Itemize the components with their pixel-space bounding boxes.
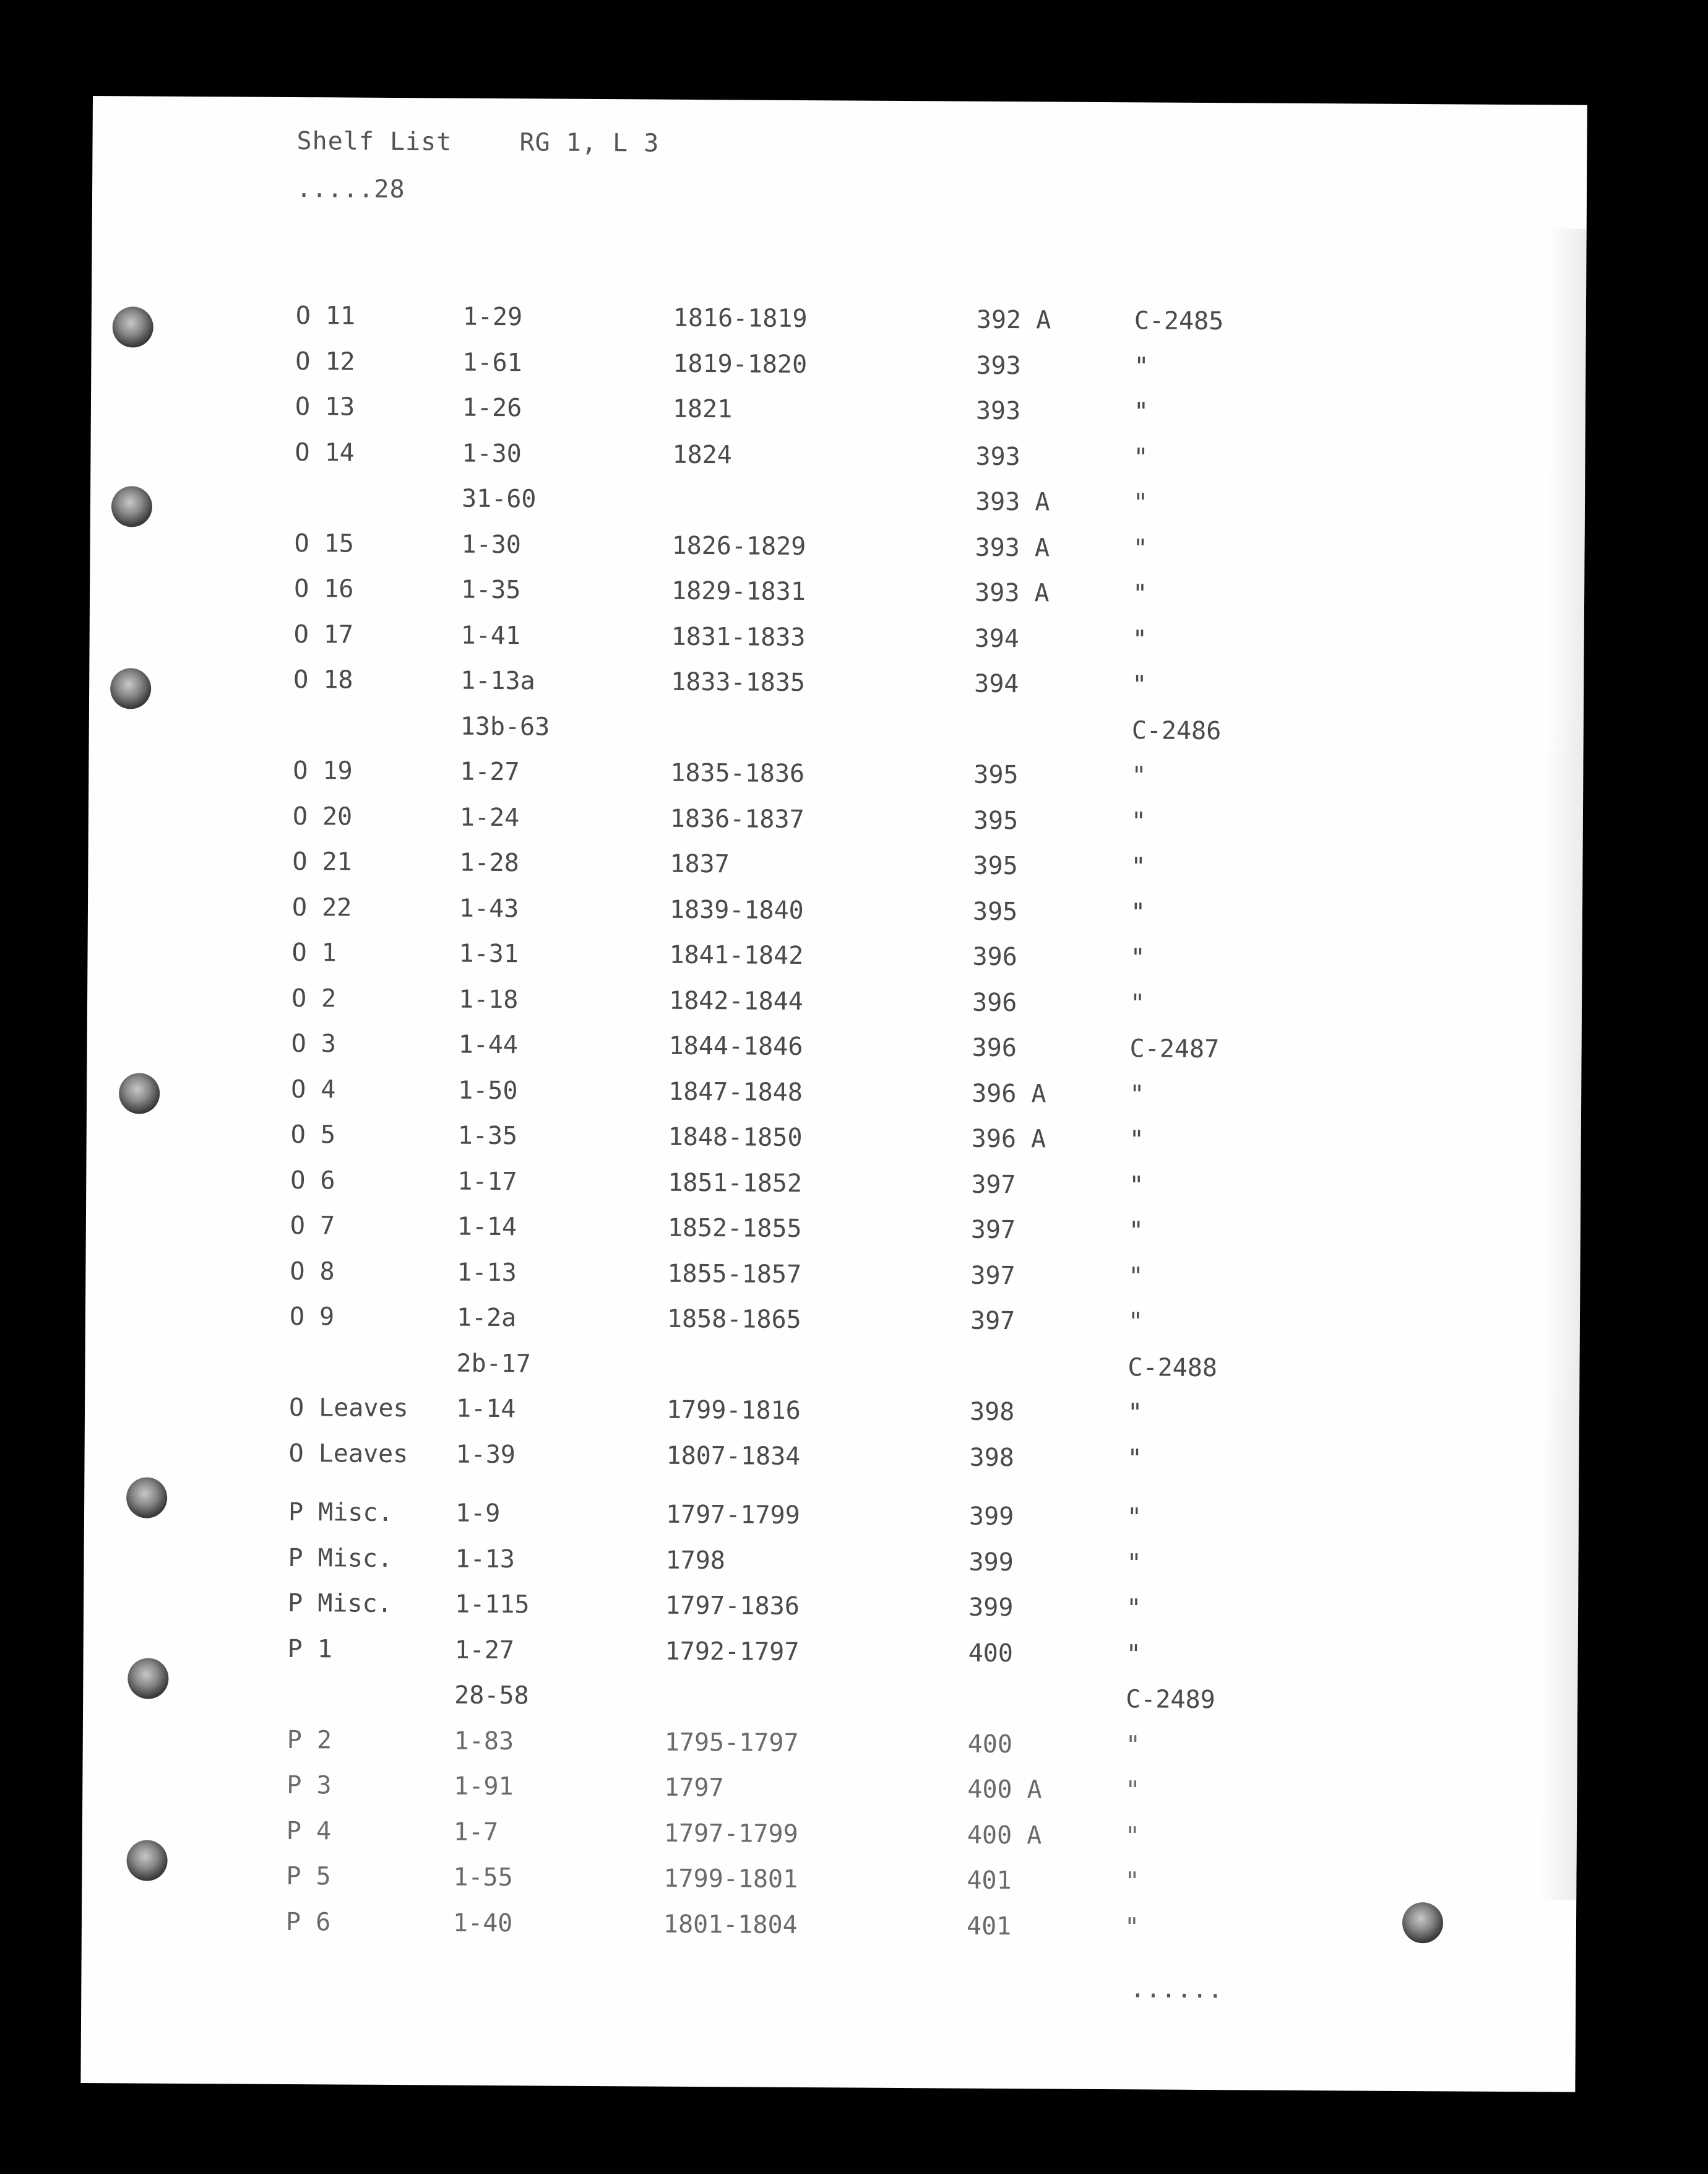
- series-cell: O 8: [290, 1257, 335, 1286]
- reference-cell: ": [1127, 1444, 1142, 1473]
- box-cell: 399: [968, 1502, 1014, 1531]
- table-row: [291, 1075, 1405, 1127]
- years-cell: 1852-1855: [667, 1213, 802, 1244]
- years-cell: 1795-1797: [664, 1728, 799, 1757]
- shelf-list-table: [286, 301, 1410, 1960]
- table-row: [290, 1257, 1404, 1309]
- reference-cell: ": [1129, 1125, 1144, 1154]
- years-cell: 1842-1844: [668, 986, 803, 1016]
- range-cell: 1-31: [459, 939, 519, 969]
- series-cell: P 2: [287, 1725, 332, 1754]
- record-group-code: RG 1, L 3: [519, 128, 660, 158]
- range-cell: 1-13: [457, 1258, 517, 1287]
- reference-cell: ": [1124, 1912, 1140, 1941]
- reference-cell: ": [1126, 1639, 1141, 1668]
- years-cell: 1841-1842: [669, 940, 804, 971]
- range-cell: 1-29: [462, 302, 523, 332]
- range-cell: 1-61: [462, 348, 522, 377]
- series-cell: P Misc.: [288, 1543, 393, 1573]
- years-cell: 1816-1819: [673, 303, 808, 334]
- reference-cell: C-2487: [1129, 1034, 1220, 1064]
- series-cell: O 14: [295, 438, 355, 467]
- reference-cell: C-2486: [1131, 716, 1222, 745]
- years-cell: 1855-1857: [667, 1259, 802, 1289]
- table-row: [293, 756, 1407, 808]
- series-cell: O 7: [290, 1211, 335, 1241]
- punch-hole: [111, 486, 152, 527]
- reference-cell: ": [1131, 761, 1147, 790]
- box-cell: 397: [970, 1306, 1016, 1336]
- reference-cell: ": [1132, 488, 1149, 518]
- range-cell: 1-2a: [456, 1303, 517, 1333]
- table-row: [295, 483, 1408, 535]
- range-cell: 1-91: [454, 1772, 514, 1801]
- reference-cell: ": [1132, 579, 1148, 608]
- table-row: [296, 301, 1410, 353]
- years-cell: 1826-1829: [671, 531, 806, 561]
- box-cell: 400: [968, 1639, 1014, 1668]
- series-cell: O 4: [291, 1075, 336, 1104]
- series-cell: O 2: [291, 984, 337, 1013]
- continued-marker: .....28: [296, 175, 405, 204]
- reference-cell: ": [1126, 1503, 1142, 1532]
- years-cell: 1831-1833: [671, 622, 806, 652]
- box-cell: 401: [967, 1866, 1012, 1895]
- reference-cell: ": [1124, 1821, 1141, 1850]
- punch-hole: [127, 1658, 168, 1699]
- range-cell: 1-30: [461, 530, 522, 559]
- range-cell: 1-40: [452, 1908, 513, 1938]
- range-cell: 1-41: [460, 621, 521, 650]
- reference-cell: ": [1125, 1776, 1141, 1805]
- range-cell: 1-115: [454, 1590, 530, 1619]
- years-cell: 1819-1820: [673, 349, 808, 379]
- box-cell: 393 A: [974, 578, 1050, 608]
- series-cell: O Leaves: [288, 1393, 408, 1423]
- range-cell: 1-27: [460, 757, 520, 787]
- range-cell: 1-24: [459, 803, 520, 832]
- table-row: [288, 1589, 1402, 1641]
- table-row: [290, 1120, 1404, 1172]
- table-row: [294, 574, 1408, 626]
- series-cell: O 9: [289, 1302, 335, 1332]
- reference-cell: ": [1131, 807, 1147, 836]
- reference-cell: ": [1128, 1262, 1144, 1291]
- years-cell: 1851-1852: [668, 1168, 803, 1198]
- paper-edge-shading: [1539, 228, 1586, 1900]
- box-cell: 398: [969, 1443, 1014, 1472]
- box-cell: 399: [968, 1548, 1014, 1577]
- box-cell: 393 A: [975, 487, 1050, 517]
- series-cell: O 20: [292, 802, 353, 831]
- reference-cell: ": [1132, 625, 1147, 654]
- series-cell: O 1: [291, 938, 337, 968]
- years-cell: 1792-1797: [665, 1637, 800, 1666]
- box-cell: 393 A: [975, 533, 1050, 562]
- box-cell: 397: [970, 1215, 1016, 1245]
- years-cell: 1829-1831: [671, 576, 806, 607]
- range-cell: 1-14: [457, 1212, 517, 1242]
- box-cell: 395: [972, 897, 1018, 926]
- range-cell: 1-27: [454, 1635, 515, 1665]
- table-row: [293, 665, 1407, 717]
- series-cell: P 3: [287, 1770, 332, 1800]
- series-cell: P Misc.: [287, 1588, 392, 1618]
- paper-sheet: [80, 96, 1587, 2092]
- box-cell: 400 A: [967, 1775, 1042, 1804]
- series-cell: P 4: [286, 1816, 332, 1845]
- series-cell: O 22: [291, 893, 352, 922]
- range-cell: 1-35: [457, 1121, 518, 1151]
- series-cell: P 1: [287, 1634, 333, 1663]
- box-cell: 394: [974, 669, 1019, 699]
- series-cell: O 16: [294, 574, 354, 604]
- range-cell: 1-14: [455, 1394, 516, 1424]
- reference-cell: ": [1130, 898, 1146, 927]
- years-cell: 1836-1837: [670, 804, 804, 834]
- box-cell: 396: [972, 988, 1017, 1017]
- box-cell: 397: [970, 1261, 1016, 1290]
- table-row: [292, 893, 1406, 945]
- range-cell: 1-44: [458, 1030, 519, 1060]
- range-cell: 1-13a: [460, 666, 535, 696]
- years-cell: 1807-1834: [666, 1441, 801, 1471]
- years-cell: 1835-1836: [670, 758, 805, 789]
- continues-marker: ......: [1130, 1975, 1223, 2004]
- box-cell: 397: [971, 1170, 1016, 1199]
- range-cell: 1-83: [454, 1726, 514, 1756]
- box-cell: 393: [975, 442, 1020, 471]
- table-row: [287, 1771, 1400, 1823]
- range-cell: 1-9: [455, 1499, 501, 1528]
- box-cell: 393: [975, 396, 1021, 426]
- reference-cell: ": [1125, 1730, 1141, 1759]
- series-cell: P Misc.: [288, 1497, 393, 1528]
- reference-cell: C-2489: [1126, 1685, 1215, 1715]
- box-cell: 396 A: [972, 1079, 1046, 1108]
- years-cell: 1837: [670, 849, 730, 879]
- range-cell: 1-39: [455, 1440, 516, 1469]
- series-cell: O 13: [295, 392, 355, 422]
- reference-cell: ": [1134, 352, 1149, 381]
- years-cell: 1847-1848: [668, 1077, 803, 1107]
- punch-hole: [1402, 1902, 1443, 1943]
- box-cell: 395: [973, 760, 1019, 790]
- years-cell: 1798: [665, 1546, 726, 1575]
- years-cell: 1799-1801: [663, 1864, 798, 1894]
- reference-cell: ": [1129, 989, 1145, 1018]
- table-row: [290, 1166, 1404, 1218]
- range-cell: 1-50: [458, 1076, 518, 1105]
- table-row: [293, 802, 1407, 854]
- reference-cell: ": [1132, 670, 1147, 699]
- table-row: [292, 847, 1406, 899]
- years-cell: 1799-1816: [666, 1395, 801, 1426]
- table-row: [293, 711, 1407, 763]
- box-cell: 395: [973, 806, 1019, 835]
- table-row: [289, 1348, 1403, 1400]
- table-row: [287, 1680, 1401, 1732]
- table-row: [287, 1725, 1400, 1777]
- table-row: [295, 392, 1409, 444]
- table-row: [287, 1634, 1401, 1686]
- range-cell: 1-30: [462, 439, 522, 468]
- punch-hole: [110, 668, 151, 709]
- series-cell: O 21: [292, 847, 352, 877]
- series-cell: O 6: [290, 1166, 335, 1195]
- table-row: [293, 620, 1407, 672]
- years-cell: 1797-1836: [665, 1591, 800, 1621]
- punch-hole: [119, 1073, 160, 1114]
- range-cell: 13b-63: [460, 712, 550, 742]
- box-cell: 400: [967, 1730, 1013, 1759]
- box-cell: 401: [966, 1912, 1012, 1941]
- table-row: [286, 1862, 1400, 1914]
- years-cell: 1821: [672, 394, 733, 424]
- box-cell: 399: [968, 1593, 1014, 1622]
- table-row: [290, 1302, 1404, 1354]
- reference-cell: ": [1126, 1548, 1142, 1577]
- years-cell: 1833-1835: [671, 667, 806, 698]
- reference-cell: ": [1133, 397, 1149, 427]
- table-row: [286, 1907, 1400, 1959]
- reference-cell: ": [1132, 534, 1148, 563]
- years-cell: 1801-1804: [663, 1910, 798, 1939]
- range-cell: 2b-17: [456, 1349, 532, 1378]
- punch-hole: [126, 1477, 167, 1518]
- table-row: [288, 1439, 1402, 1491]
- box-cell: 396: [972, 1033, 1017, 1063]
- page-title: Shelf List: [296, 127, 452, 157]
- table-row: [287, 1816, 1400, 1868]
- range-cell: 31-60: [461, 484, 537, 514]
- range-cell: 1-18: [458, 985, 519, 1014]
- range-cell: 28-58: [454, 1681, 529, 1710]
- box-cell: 396 A: [971, 1124, 1046, 1154]
- box-cell: 395: [973, 851, 1018, 881]
- table-row: [290, 1211, 1404, 1263]
- range-cell: 1-35: [460, 575, 521, 605]
- reference-cell: ": [1127, 1398, 1143, 1427]
- table-row: [295, 347, 1409, 399]
- table-row: [294, 529, 1408, 581]
- reference-cell: ": [1124, 1867, 1140, 1896]
- years-cell: 1844-1846: [668, 1031, 803, 1062]
- range-cell: 1-7: [453, 1817, 499, 1847]
- box-cell: 392 A: [976, 305, 1051, 335]
- box-cell: 398: [969, 1397, 1015, 1427]
- table-row: [288, 1498, 1402, 1550]
- years-cell: 1797: [664, 1773, 724, 1803]
- range-cell: 1-26: [462, 393, 522, 423]
- reference-cell: ": [1129, 1080, 1145, 1109]
- years-cell: 1797-1799: [663, 1819, 798, 1848]
- table-row: [288, 1543, 1402, 1595]
- table-row: [291, 984, 1405, 1036]
- years-cell: 1824: [672, 440, 732, 469]
- series-cell: O 19: [293, 756, 353, 786]
- range-cell: 1-43: [459, 894, 519, 923]
- reference-cell: ": [1129, 1171, 1144, 1200]
- range-cell: 1-17: [457, 1167, 517, 1196]
- years-cell: 1839-1840: [669, 895, 804, 925]
- reference-cell: ": [1133, 443, 1149, 472]
- years-cell: 1797-1799: [665, 1500, 800, 1530]
- series-cell: P 6: [285, 1907, 331, 1936]
- series-cell: O 15: [294, 529, 355, 558]
- series-cell: P 5: [286, 1861, 331, 1891]
- series-cell: O 12: [295, 347, 355, 376]
- box-cell: 400 A: [967, 1821, 1042, 1850]
- years-cell: 1848-1850: [668, 1122, 803, 1153]
- series-cell: O Leaves: [288, 1439, 408, 1468]
- series-cell: O 18: [293, 665, 353, 695]
- series-cell: O 17: [293, 620, 354, 649]
- years-cell: 1858-1865: [666, 1304, 801, 1335]
- box-cell: 393: [976, 351, 1021, 380]
- punch-hole: [113, 306, 153, 347]
- series-cell: O 5: [290, 1120, 336, 1150]
- reference-cell: ": [1131, 852, 1146, 881]
- reference-cell: ": [1130, 943, 1145, 972]
- punch-hole: [126, 1840, 167, 1881]
- reference-cell: C-2488: [1128, 1353, 1218, 1382]
- reference-cell: C-2485: [1134, 306, 1224, 336]
- range-cell: 1-28: [459, 848, 519, 878]
- reference-cell: ": [1126, 1594, 1142, 1623]
- series-cell: O 11: [295, 301, 356, 331]
- range-cell: 1-55: [453, 1863, 513, 1892]
- table-row: [289, 1393, 1403, 1445]
- table-row: [295, 438, 1408, 490]
- box-cell: 394: [974, 624, 1020, 653]
- reference-cell: ": [1128, 1307, 1144, 1336]
- series-cell: O 3: [291, 1029, 337, 1059]
- range-cell: 1-13: [455, 1544, 515, 1574]
- table-row: [291, 1029, 1405, 1081]
- reference-cell: ": [1128, 1216, 1144, 1245]
- box-cell: 396: [972, 942, 1017, 972]
- table-row: [291, 938, 1405, 990]
